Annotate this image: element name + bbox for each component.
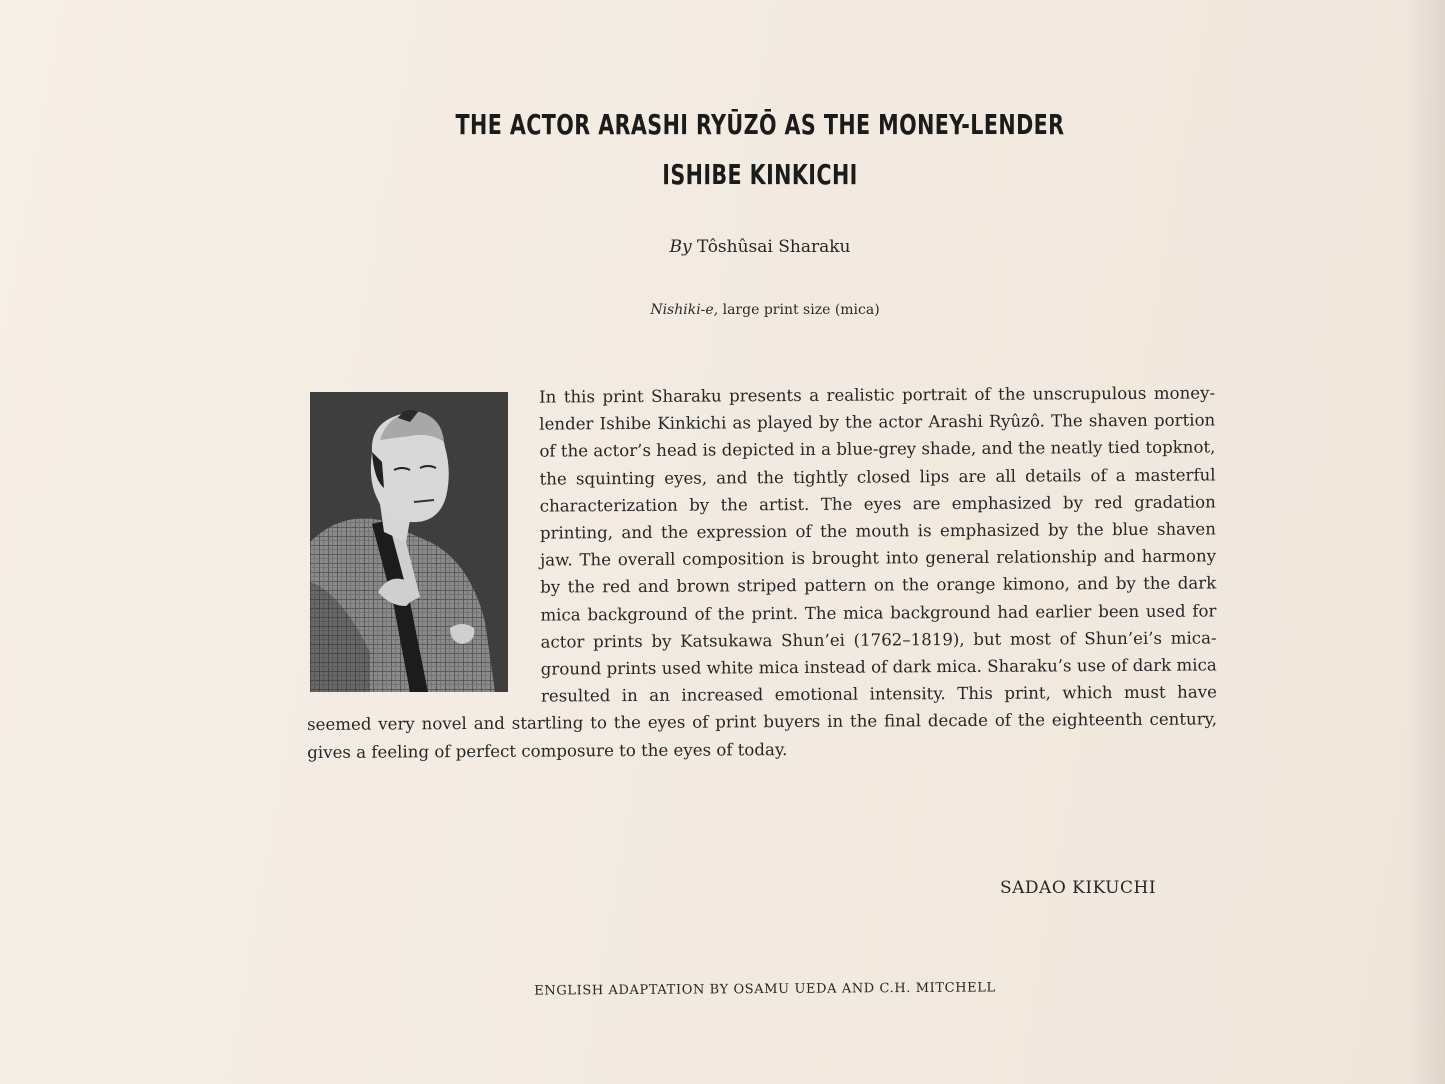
technique-term: Nishiki-e, — [650, 302, 719, 318]
translation-credit: ENGLISH ADAPTATION BY OSAMU UEDA AND C.H. MITCHELL — [534, 980, 996, 999]
page-title — [407, 100, 1112, 200]
byline-prefix: By — [669, 237, 692, 257]
commentary-paragraph: In this print Sharaku presents a realistic portrait of the unscrupulous money-lender Ishibe Kinkichi as played by the actor Arashi Ryûzô. The shaven portion of the actor’s head is depicted in a blue-grey shade, and the neatly tied topknot, the squinting eyes, and the tightly closed lips are all details of a masterful characterization by the artist. The eyes are emphasized by red gradation printing, and the expression of the mouth is emphasized by the blue shaven jaw. The overall composition is brought into general relationship and harmony by the red and brown striped pattern on the orange kimono, and by the dark mica background of the print. The mica background had earlier been used for actor prints by Katsukawa Shun’ei (1762–1819), but most of Shun’ei’s mica-ground prints used white mica instead of dark mica. Sharaku’s use of dark mica resulted in an increased emotional intensity. This print, which must have seemed very novel and startling to the eyes of print buyers in the final decade of the eighteenth century, gives a feeling of perfect composure to the eyes of today. — [307, 383, 1218, 762]
author-signature: SADAO KIKUCHI — [1000, 878, 1157, 898]
title-line-1: THE ACTOR ARASHI RYŪZŌ AS THE MONEY-LENDER — [455, 108, 1065, 141]
page-edge-shadow — [1405, 0, 1445, 1084]
technique-description: large print size (mica) — [722, 302, 880, 318]
title-line-2: ISHIBE KINKICHI — [662, 158, 858, 191]
byline-author: Tôshûsai Sharaku — [697, 237, 851, 257]
portrait-text-wrap-space — [305, 384, 541, 685]
print-technique-caption — [560, 302, 970, 318]
commentary-text — [305, 379, 1217, 765]
byline — [560, 237, 960, 257]
